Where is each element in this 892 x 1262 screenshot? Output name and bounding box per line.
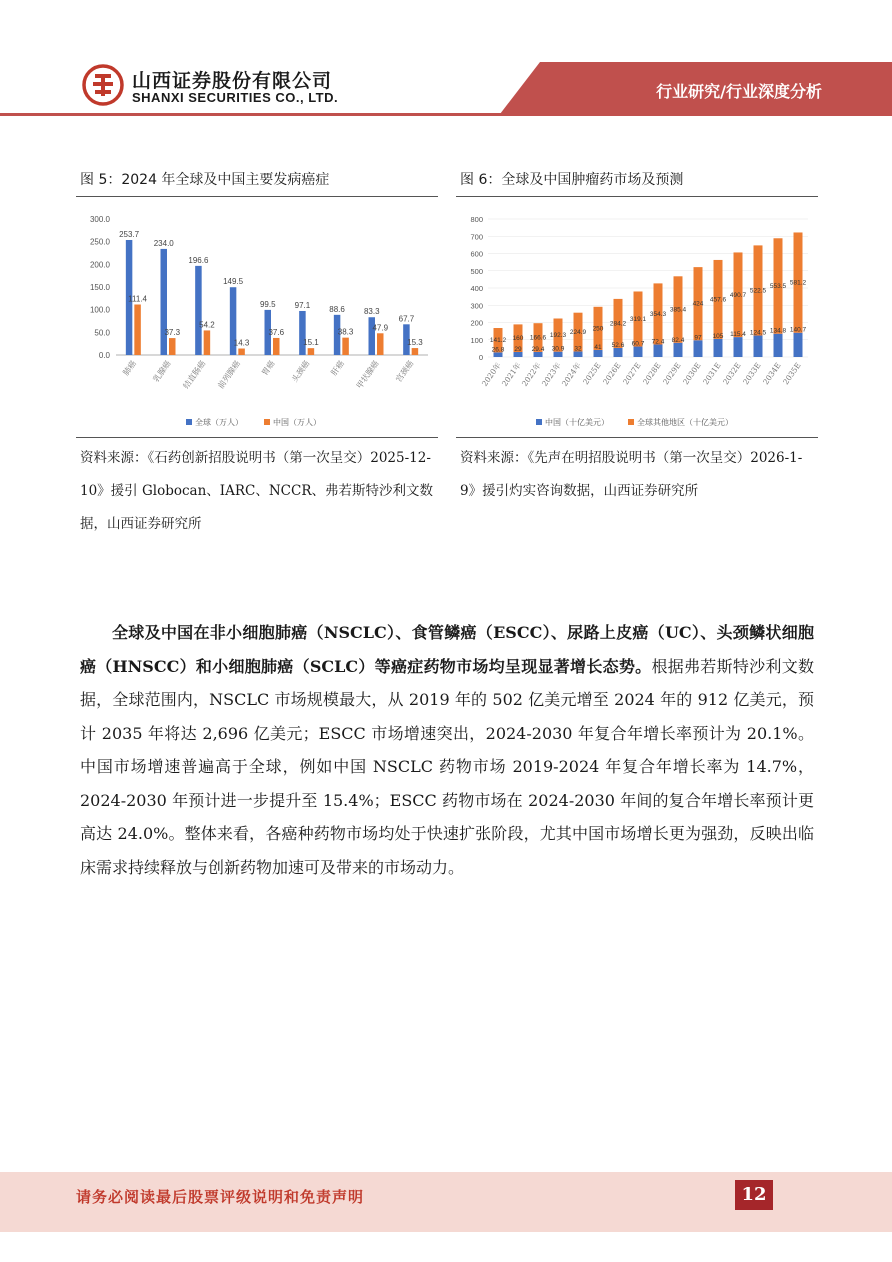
figure-6-chart-area	[456, 197, 818, 437]
company-name-en: SHANXI SECURITIES CO., LTD.	[132, 90, 339, 105]
data-label: 14.3	[233, 338, 250, 348]
data-label: 99.5	[259, 299, 276, 309]
data-label-rest: 581.2	[789, 279, 807, 287]
x-tick-label: 甲状腺癌	[354, 358, 381, 391]
y-tick-label: 200	[470, 318, 483, 328]
data-label-china: 32	[574, 345, 582, 353]
data-label-china: 72.4	[651, 338, 665, 346]
bar-china	[204, 330, 211, 355]
bar-china	[594, 350, 603, 357]
x-tick-label: 2033E	[741, 360, 763, 387]
data-label-rest: 166.6	[529, 334, 547, 342]
data-label-rest: 522.5	[749, 287, 767, 295]
y-tick-label: 100	[470, 335, 483, 345]
x-tick-label: 胃癌	[260, 358, 277, 378]
figure-6	[456, 164, 818, 508]
legend-swatch	[264, 419, 270, 425]
data-label-rest: 385.4	[669, 306, 687, 314]
data-label: 196.6	[188, 255, 209, 265]
x-tick-label: 宫颈癌	[394, 358, 416, 384]
report-type: 行业研究/行业深度分析	[656, 82, 822, 101]
data-label-china: 60.7	[631, 340, 645, 348]
bar-china	[238, 349, 245, 355]
data-label: 67.7	[398, 314, 415, 324]
x-tick-label: 2032E	[721, 360, 743, 387]
x-tick-label: 2025E	[581, 360, 603, 387]
x-tick-label: 2024年	[560, 360, 583, 388]
data-label-china: 29.4	[531, 345, 545, 353]
data-label-rest: 224.9	[569, 329, 587, 337]
y-tick-label: 0.0	[98, 351, 110, 360]
data-label: 37.3	[164, 328, 181, 338]
data-label-china: 30.9	[551, 345, 565, 353]
x-tick-label: 2027E	[621, 360, 643, 387]
data-label: 253.7	[119, 229, 140, 239]
x-tick-label: 肝癌	[329, 358, 346, 378]
figure-5	[76, 164, 438, 541]
bar-china	[634, 347, 643, 357]
legend-swatch	[536, 419, 542, 425]
figure-6-chart	[456, 197, 818, 437]
legend-label: 全球其他地区（十亿美元）	[637, 418, 733, 427]
data-label-rest: 319.1	[629, 316, 647, 324]
data-label: 37.6	[268, 327, 285, 337]
bar-china	[794, 333, 803, 357]
y-tick-label: 300.0	[89, 215, 110, 224]
legend-label: 中国（万人）	[273, 418, 321, 427]
figure-5-title: 图 5：2024 年全球及中国主要发病癌症	[76, 164, 438, 197]
data-label-china: 115.4	[730, 331, 746, 339]
x-tick-label: 2023年	[540, 360, 563, 388]
figure-6-source: 资料来源：《先声在明招股说明书（第一次呈交）2026-1-9》援引灼实咨询数据，山西证券研究所	[456, 437, 818, 508]
bar-china	[694, 340, 703, 357]
y-tick-label: 400	[470, 284, 483, 293]
y-tick-label: 200.0	[89, 260, 110, 270]
x-tick-label: 2022年	[520, 360, 543, 388]
x-tick-label: 2026E	[601, 360, 623, 387]
y-tick-label: 50.0	[94, 328, 110, 338]
company-logo-icon	[82, 64, 124, 106]
data-label: 234.0	[153, 238, 174, 248]
bar-china	[734, 337, 743, 357]
bar-china	[273, 338, 280, 355]
y-tick-label: 250.0	[89, 237, 110, 247]
y-tick-label: 800	[470, 215, 483, 224]
bar-global	[299, 311, 306, 355]
data-label: 88.6	[329, 304, 345, 314]
bar-china	[754, 336, 763, 357]
x-tick-label: 2029E	[661, 360, 683, 387]
data-label-rest: 553.5	[769, 283, 787, 291]
body-bold-lead: 全球及中国在非小细胞肺癌（NSCLC）、食管鳞癌（ESCC）、尿路上皮癌（UC）、头颈鳞状细胞癌（HNSCC）和小细胞肺癌（SCLC）等癌症药物市场均呈现显著增长态势。	[80, 623, 814, 676]
bar-china	[342, 338, 349, 355]
data-label-rest: 490.7	[729, 291, 747, 299]
legend-label: 全球（万人）	[195, 418, 243, 427]
data-label-china: 29	[514, 345, 522, 353]
data-label-rest: 250	[592, 325, 604, 333]
x-tick-label: 2020年	[480, 360, 503, 388]
page-header	[0, 0, 892, 120]
data-label-china: 26.8	[491, 346, 505, 354]
figure-5-chart	[76, 197, 438, 437]
x-tick-label: 肺癌	[121, 358, 138, 378]
x-tick-label: 2034E	[761, 360, 783, 387]
data-label-rest: 141.2	[489, 337, 507, 345]
bar-china	[614, 348, 623, 357]
legend-swatch	[628, 419, 634, 425]
data-label: 54.2	[199, 320, 215, 330]
y-tick-label: 500	[470, 266, 483, 276]
data-label-china: 82.4	[671, 336, 685, 344]
bar-china	[774, 334, 783, 357]
data-label-china: 97	[694, 334, 702, 342]
legend-label: 中国（十亿美元）	[545, 418, 609, 427]
data-label-rest: 284.2	[609, 320, 627, 328]
data-label: 38.3	[337, 327, 354, 337]
data-label-rest: 192.3	[549, 332, 567, 340]
bar-china	[377, 333, 384, 355]
header-rule	[0, 113, 892, 116]
y-tick-label: 700	[470, 232, 483, 242]
bar-china	[308, 348, 315, 355]
data-label-china: 41	[594, 343, 602, 351]
y-tick-label: 100.0	[89, 305, 110, 315]
data-label: 83.3	[363, 307, 380, 317]
y-tick-label: 600	[470, 249, 483, 259]
y-tick-label: 0	[478, 353, 483, 362]
figure-5-chart-area	[76, 197, 438, 437]
x-tick-label: 乳腺癌	[151, 358, 173, 384]
body-text: 根据弗若斯特沙利文数据，全球范围内，NSCLC 市场规模最大，从 2019 年的 502 亿美元增至 2024 年的 912 亿美元，预计 2035 年将达 2,696 亿美元；ESCC 市场增速突出，2024-2030 年复合年增长率预计为 20.1%。中国市场增速普遍高于全球，例如中国 NSCLC 药物市场 2019-2024 年复合年增长率为 14.7%，2024-2030 年预计进一步提升至 15.4%；ESCC 药物市场在 2024-2030 年间的复合年增长率预计更高达 24.0%。整体来看，各癌种药物市场均处于快速扩张阶段，尤其中国市场增长更为强劲，反映出临床需求持续释放与创新药物加速可及带来的市场动力。	[80, 656, 814, 877]
bar-global	[161, 249, 168, 355]
data-label: 15.3	[407, 338, 423, 348]
data-label-china: 52.6	[611, 341, 625, 349]
body-paragraph	[80, 616, 814, 884]
data-label-rest: 457.6	[709, 296, 727, 304]
data-label: 97.1	[294, 300, 311, 310]
figure-5-source: 资料来源：《石药创新招股说明书（第一次呈交）2025-12-10》援引 Globocan、IARC、NCCR、弗若斯特沙利文数据，山西证券研究所	[76, 437, 438, 541]
x-tick-label: 头颈癌	[290, 358, 312, 384]
data-label: 111.4	[128, 294, 148, 304]
bar-global	[195, 266, 202, 355]
data-label-rest: 160	[512, 335, 524, 343]
data-label: 47.9	[372, 323, 389, 333]
x-tick-label: 2030E	[681, 360, 703, 387]
bar-china	[654, 345, 663, 357]
data-label-rest: 424	[692, 300, 704, 308]
bar-china	[674, 343, 683, 357]
data-label-rest: 354.3	[649, 310, 667, 318]
y-tick-label: 300	[470, 301, 483, 311]
page-number: 12	[735, 1180, 773, 1210]
bar-china	[169, 338, 176, 355]
legend-swatch	[186, 419, 192, 425]
x-tick-label: 结直肠癌	[181, 358, 208, 391]
data-label-china: 105	[712, 332, 724, 340]
data-label-china: 124.5	[749, 329, 767, 337]
bar-china	[714, 339, 723, 357]
y-tick-label: 150.0	[89, 283, 110, 292]
bar-china	[134, 304, 141, 355]
x-tick-label: 前列腺癌	[216, 358, 242, 391]
x-tick-label: 2031E	[701, 360, 723, 387]
footer-disclaimer: 请务必阅读最后股票评级说明和免责声明	[76, 1188, 365, 1206]
x-tick-label: 2021年	[500, 360, 523, 388]
x-tick-label: 2028E	[641, 360, 663, 387]
company-name-cn: 山西证券股份有限公司	[132, 70, 333, 92]
x-tick-label: 2035E	[781, 360, 803, 387]
figure-6-title: 图 6：全球及中国肿瘤药市场及预测	[456, 164, 818, 197]
data-label-china: 140.7	[789, 326, 807, 334]
data-label: 149.5	[223, 277, 244, 287]
data-label-china: 134.8	[769, 327, 787, 335]
data-label: 15.1	[303, 338, 319, 348]
bar-china	[412, 348, 419, 355]
